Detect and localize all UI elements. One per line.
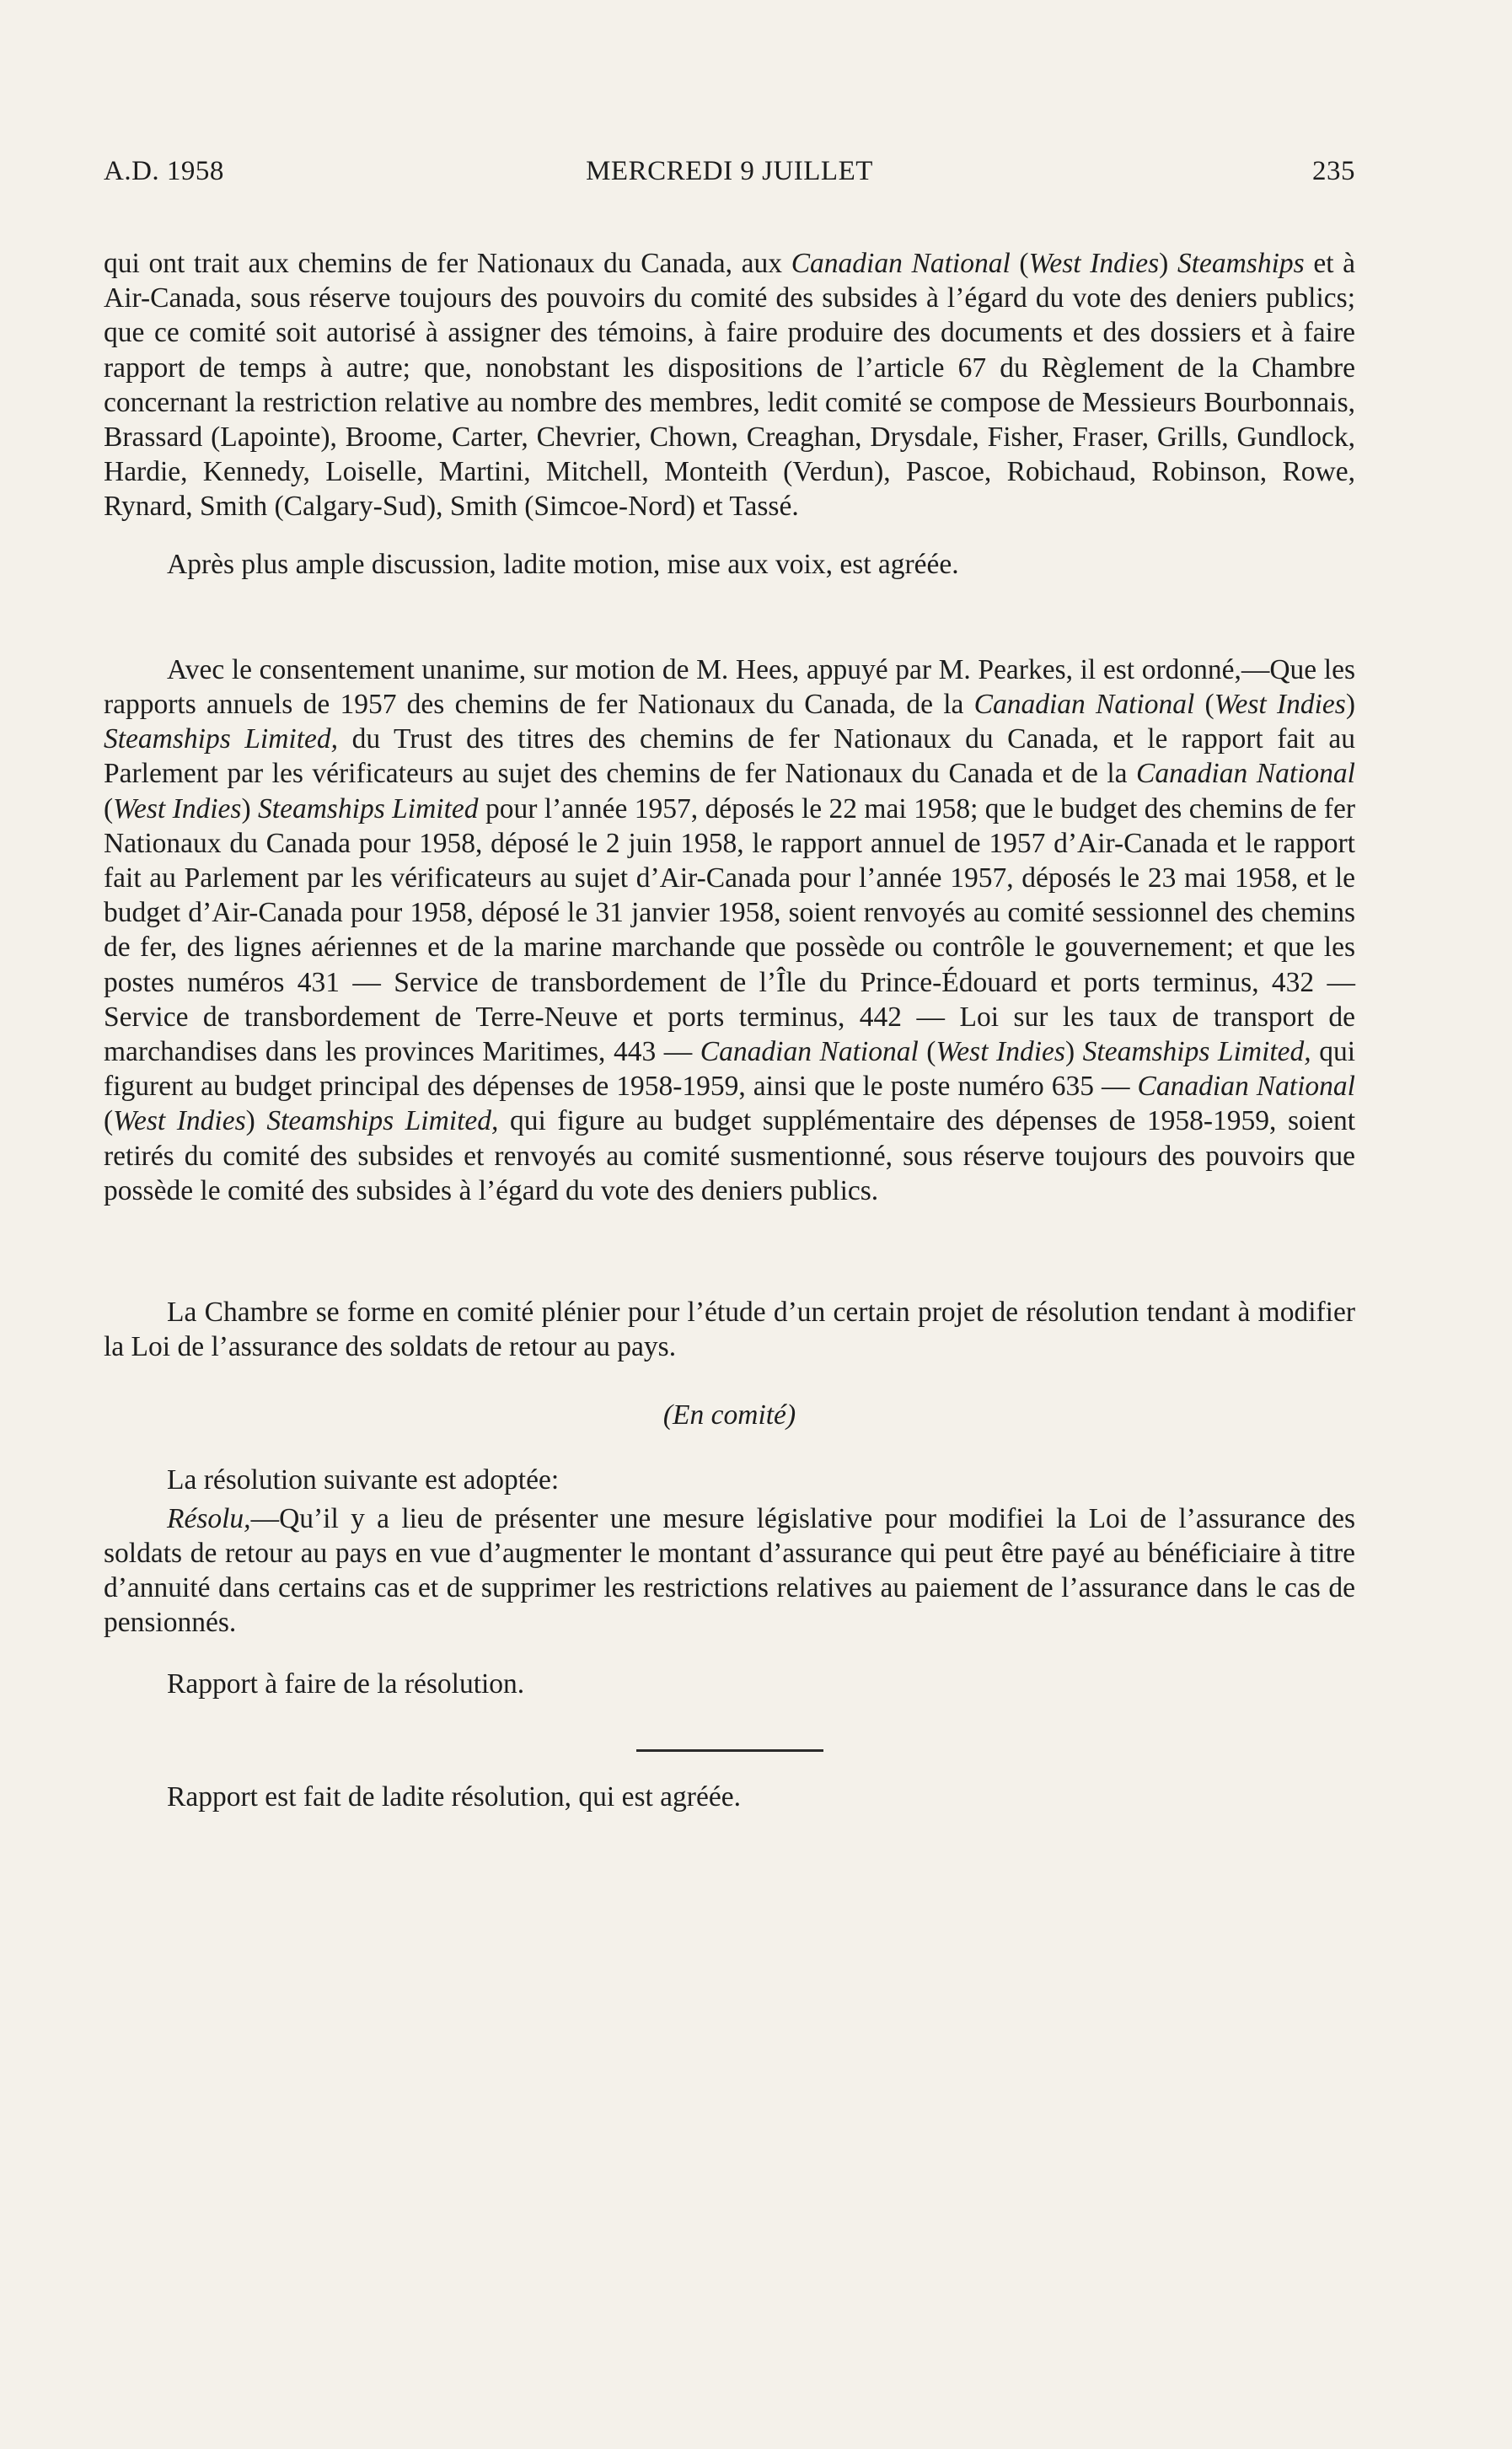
text-run: ) bbox=[1064, 1036, 1083, 1068]
header-date: MERCREDI 9 JUILLET bbox=[586, 156, 873, 186]
text-run: et à Air-Canada, sous réserve toujours des pouvoirs du comité des subsides à l’égard du vote des deniers publics; que ce comité soit autorisé à assigner des témoins, à faire produire des documents et des dossiers et à faire rapport de temps à autre; que, nonobstant les dispositions de l’article 67 du Règlement de la Chambre concernant la restriction relative au nombre des membres, ledit comité se compose de Messieurs Bourbonnais, Brassard (Lapointe), Broome, Carter, Chevrier, Chown, Creaghan, Drysdale, Fisher, Fraser, Grills, Gundlock, Hardie, Kennedy, Loiselle, Martini, Mitchell, Monteith (Verdun), Pascoe, Robichaud, Robinson, Rowe, Rynard, Smith (Calgary-Sud), Smith (Simcoe-Nord) et Tassé. bbox=[104, 248, 1356, 523]
text-run: ( bbox=[1194, 689, 1214, 721]
text-run: ( bbox=[918, 1036, 936, 1068]
text-run: ( bbox=[104, 792, 114, 824]
italic-run: En comité bbox=[673, 1399, 786, 1431]
italic-run: Canadian National bbox=[1136, 758, 1355, 790]
italic-run: Résolu, bbox=[167, 1502, 251, 1534]
paragraph-resolution-text bbox=[104, 1501, 1355, 1641]
italic-run: Steamships Limited bbox=[258, 792, 479, 824]
paragraph-report-to-make: Rapport à faire de la résolution. bbox=[167, 1668, 525, 1700]
text-run: pour l’année 1957, déposés le 22 mai 1958; que le budget des chemins de fer Nationaux du Canada pour 1958, déposé le 2 juin 1958, le rapport annuel de 1957 d’Air-Canada et le rapport fait au Parlement par les vérificateurs au sujet d’Air-Canada pour l’année 1957, déposés le 23 mai 1958, et le budget d’Air-Canada pour 1958, déposé le 31 janvier 1958, soient renvoyés au comité sessionnel des chemins de fer, des lignes aériennes et de la marine marchande que possède ou contrôle le gouvernement; et que les postes numéros 431 — Service de transbordement de l’Île du Prince-Édouard et ports terminus, 432 — Service de transbordement de Terre-Neuve et ports terminus, 442 — Loi sur les taux de transport de marchandises dans les provinces Maritimes, 443 — bbox=[104, 792, 1355, 1068]
italic-run: West Indies bbox=[113, 792, 242, 824]
paragraph-committee-of-whole: La Chambre se forme en comité plénier pour l’étude d’un certain projet de résolution tendant à modifier la Loi de l’assurance des soldats de retour au pays. bbox=[104, 1297, 1355, 1363]
page-number: 235 bbox=[1312, 156, 1355, 186]
italic-run: West Indies bbox=[936, 1036, 1065, 1068]
text-run: ) bbox=[241, 792, 259, 824]
text-run: ( bbox=[1010, 248, 1029, 279]
italic-run: Canadian National bbox=[1137, 1071, 1355, 1103]
italic-run: Canadian National bbox=[791, 248, 1011, 279]
text-run: du Trust des titres des chemins de fer Nationaux du Canada, et le rapport fait au Parlement par les vérificateurs au sujet des chemins de fer Nationaux du Canada et de la bbox=[104, 723, 1355, 790]
in-committee-note bbox=[104, 1398, 1355, 1432]
text-run: Avec le consentement unanime, sur motion de M. Hees, appuyé par M. Pearkes, il est ordonné,—Que les rapports annuels de 1957 des chemins de fer Nationaux du Canada, de la bbox=[104, 653, 1355, 721]
italic-run: West Indies bbox=[1214, 689, 1346, 721]
section-divider bbox=[636, 1749, 823, 1752]
text-run: ( bbox=[662, 1399, 673, 1431]
italic-run: Steamships Limited, bbox=[104, 723, 339, 755]
italic-run: West Indies bbox=[1028, 248, 1160, 279]
paragraph-committee-membership bbox=[104, 246, 1355, 524]
header-year: A.D. 1958 bbox=[104, 156, 224, 186]
text-run: ) bbox=[245, 1105, 267, 1137]
text-run: qui figure au budget supplémentaire des dépenses de 1958-1959, soient retirés du comité des subsides et renvoyés au comité susmentionné, sous réserve toujours des pouvoirs que possède le comité des subsides à l’égard du vote des deniers publics. bbox=[104, 1105, 1356, 1206]
text-run: ( bbox=[104, 1105, 114, 1137]
paragraph-resolution-adopted: La résolution suivante est adoptée: bbox=[167, 1464, 560, 1496]
italic-run: Steamships Limited, bbox=[266, 1105, 499, 1137]
paragraph-reports-referral bbox=[104, 653, 1355, 1208]
italic-run: Canadian National bbox=[973, 689, 1195, 721]
document-page bbox=[104, 156, 1355, 1814]
italic-run: Steamships Limited, bbox=[1082, 1036, 1311, 1068]
text-run: qui ont trait aux chemins de fer Nationaux du Canada, aux bbox=[104, 248, 791, 279]
paragraph-motion-agreed: Après plus ample discussion, ladite motion, mise aux voix, est agréée. bbox=[167, 548, 959, 580]
text-run: —Qu’il y a lieu de présenter une mesure législative pour modifiei la Loi de l’assurance des soldats de retour au pays en vue d’augmenter le montant d’assurance qui peut être payé au bénéficiaire à titre d’annuité dans certains cas et de supprimer les restrictions relatives au paiement de l’assurance dans le cas de pensionnés. bbox=[104, 1502, 1355, 1639]
text-run: qui figurent au budget principal des dépenses de 1958-1959, ainsi que le poste numéro 635 — bbox=[104, 1036, 1356, 1103]
paragraph-report-made: Rapport est fait de ladite résolution, qui est agréée. bbox=[167, 1780, 741, 1813]
italic-run: West Indies bbox=[113, 1105, 246, 1137]
text-run: ) bbox=[785, 1399, 796, 1431]
text-run: ) bbox=[1159, 248, 1177, 279]
italic-run: Steamships bbox=[1177, 248, 1305, 279]
italic-run: Canadian National bbox=[700, 1036, 919, 1068]
running-head bbox=[104, 156, 1355, 196]
text-run: ) bbox=[1345, 689, 1355, 721]
